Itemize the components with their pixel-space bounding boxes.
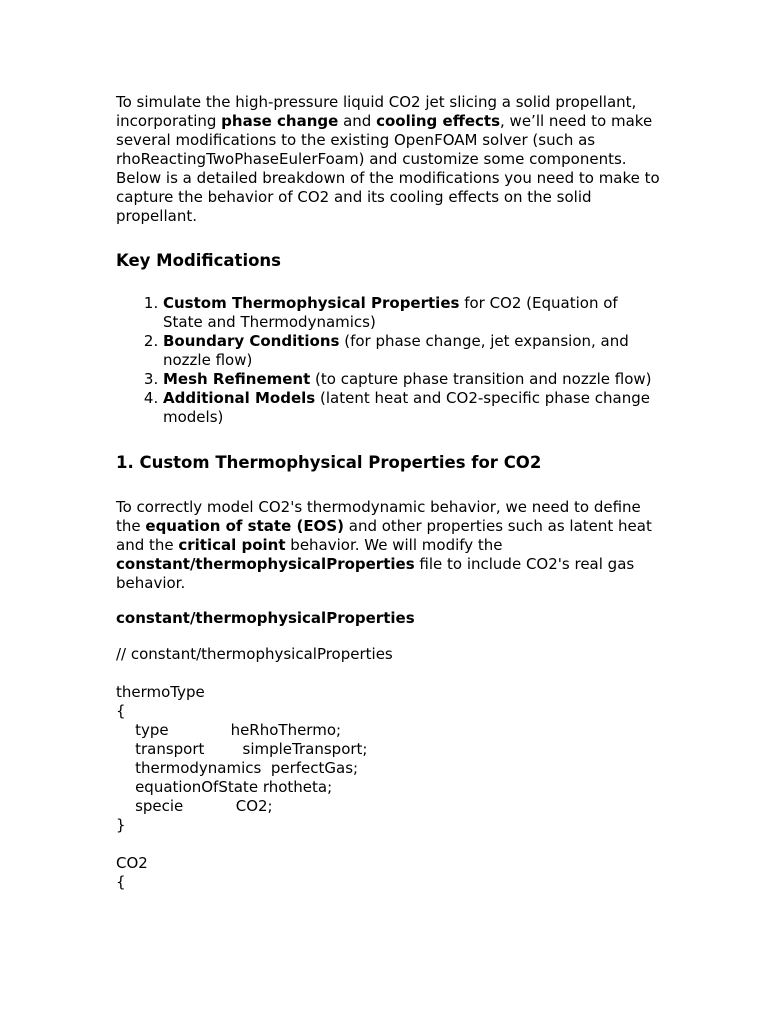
intro-bold-cooling-effects: cooling effects [376, 112, 501, 130]
section1-paragraph [116, 498, 661, 593]
section1-heading: 1. Custom Thermophysical Properties for CO2 [116, 453, 542, 472]
list-item-bold: Custom Thermophysical Properties [163, 294, 460, 312]
section1-bold-eos: equation of state (EOS) [145, 517, 344, 535]
list-item-bold: Boundary Conditions [163, 332, 340, 350]
file-heading: constant/thermophysicalProperties [116, 609, 415, 627]
intro-text-1: To simulate the high-pressure liquid CO2 jet slicing a solid propellant, incorporating [116, 93, 637, 130]
list-item-bold: Mesh Refinement [163, 370, 311, 388]
intro-paragraph [116, 93, 661, 226]
section1-text-1: To correctly model CO2's thermodynamic behavior, we need to define the [116, 498, 641, 535]
list-item-text: (latent heat and CO2-specific phase change models) [163, 389, 650, 426]
list-item [163, 332, 661, 370]
section1-text-4: file to include CO2's real gas behavior. [116, 555, 635, 592]
list-item-text: (to capture phase transition and nozzle flow) [310, 370, 652, 388]
section1-bold-file-path: constant/thermophysicalProperties [116, 555, 415, 573]
list-item [163, 370, 661, 389]
intro-text-3: , we’ll need to make several modifications to the existing OpenFOAM solver (such as rhoReactingTwoPhaseEulerFoam) and customize some components. Below is a detailed breakdown of the modifications you need to make to capture the behavior of CO2 and its cooling effects on the solid propellant. [116, 112, 660, 225]
list-item-bold: Additional Models [163, 389, 316, 407]
section1-text-3: behavior. We will modify the [285, 536, 503, 554]
key-modifications-list [116, 294, 661, 427]
intro-text-2: and [338, 112, 377, 130]
list-item-text: (for phase change, jet expansion, and nozzle flow) [163, 332, 629, 369]
key-modifications-heading: Key Modifications [116, 251, 281, 270]
document-page [116, 93, 661, 892]
list-item [163, 294, 661, 332]
section1-text-2: and other properties such as latent heat and the [116, 517, 652, 554]
section1-bold-critical-point: critical point [178, 536, 286, 554]
intro-bold-phase-change: phase change [221, 112, 339, 130]
list-item [163, 389, 661, 427]
code-block: // constant/thermophysicalProperties thermoType { type heRhoThermo; transport simpleTransport; thermodynamics perfectGas; equationOfState rhotheta; specie CO2; } CO2 { [116, 645, 393, 891]
list-item-text: for CO2 (Equation of State and Thermodynamics) [163, 294, 618, 331]
